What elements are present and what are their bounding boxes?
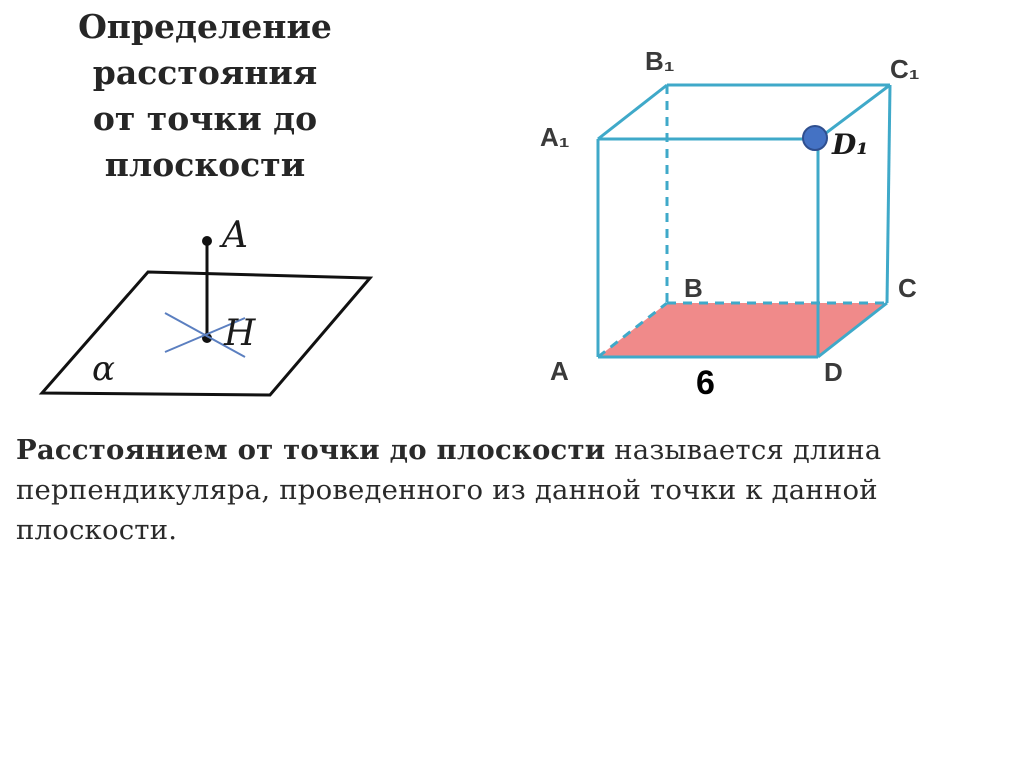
point-plane-figure [0, 195, 400, 405]
title-line-4: плоскости [104, 145, 306, 184]
label-D: D [824, 357, 843, 387]
definition-text [16, 430, 1016, 550]
label-A: A [550, 356, 569, 386]
label-D1: D₁ [832, 128, 869, 161]
cube-figure [520, 35, 960, 395]
edge-CC1 [887, 85, 890, 303]
marker-D1 [803, 126, 827, 150]
label-B1: B₁ [645, 46, 675, 76]
label-C1: C₁ [890, 54, 920, 84]
label-A: A [222, 215, 248, 256]
point-A [202, 236, 212, 246]
edge-A1B1 [598, 85, 667, 139]
base-face-ABCD [598, 303, 887, 357]
title-line-3: от точки до [92, 99, 318, 138]
label-B: B [684, 273, 703, 303]
label-A1: A₁ [540, 122, 570, 152]
definition-term: Расстоянием от точки до плоскости [16, 434, 606, 466]
label-alpha: α [92, 349, 115, 389]
title-line-2: расстояния [92, 53, 318, 92]
title [40, 4, 370, 188]
label-H: H [224, 313, 256, 354]
label-C: C [898, 273, 917, 303]
definition-body: называется длина перпендикуляра, проведенного из данной точки к данной плоскости. [16, 434, 882, 546]
edge-length-label: 6 [696, 364, 715, 402]
title-line-1: Определение [78, 7, 332, 46]
